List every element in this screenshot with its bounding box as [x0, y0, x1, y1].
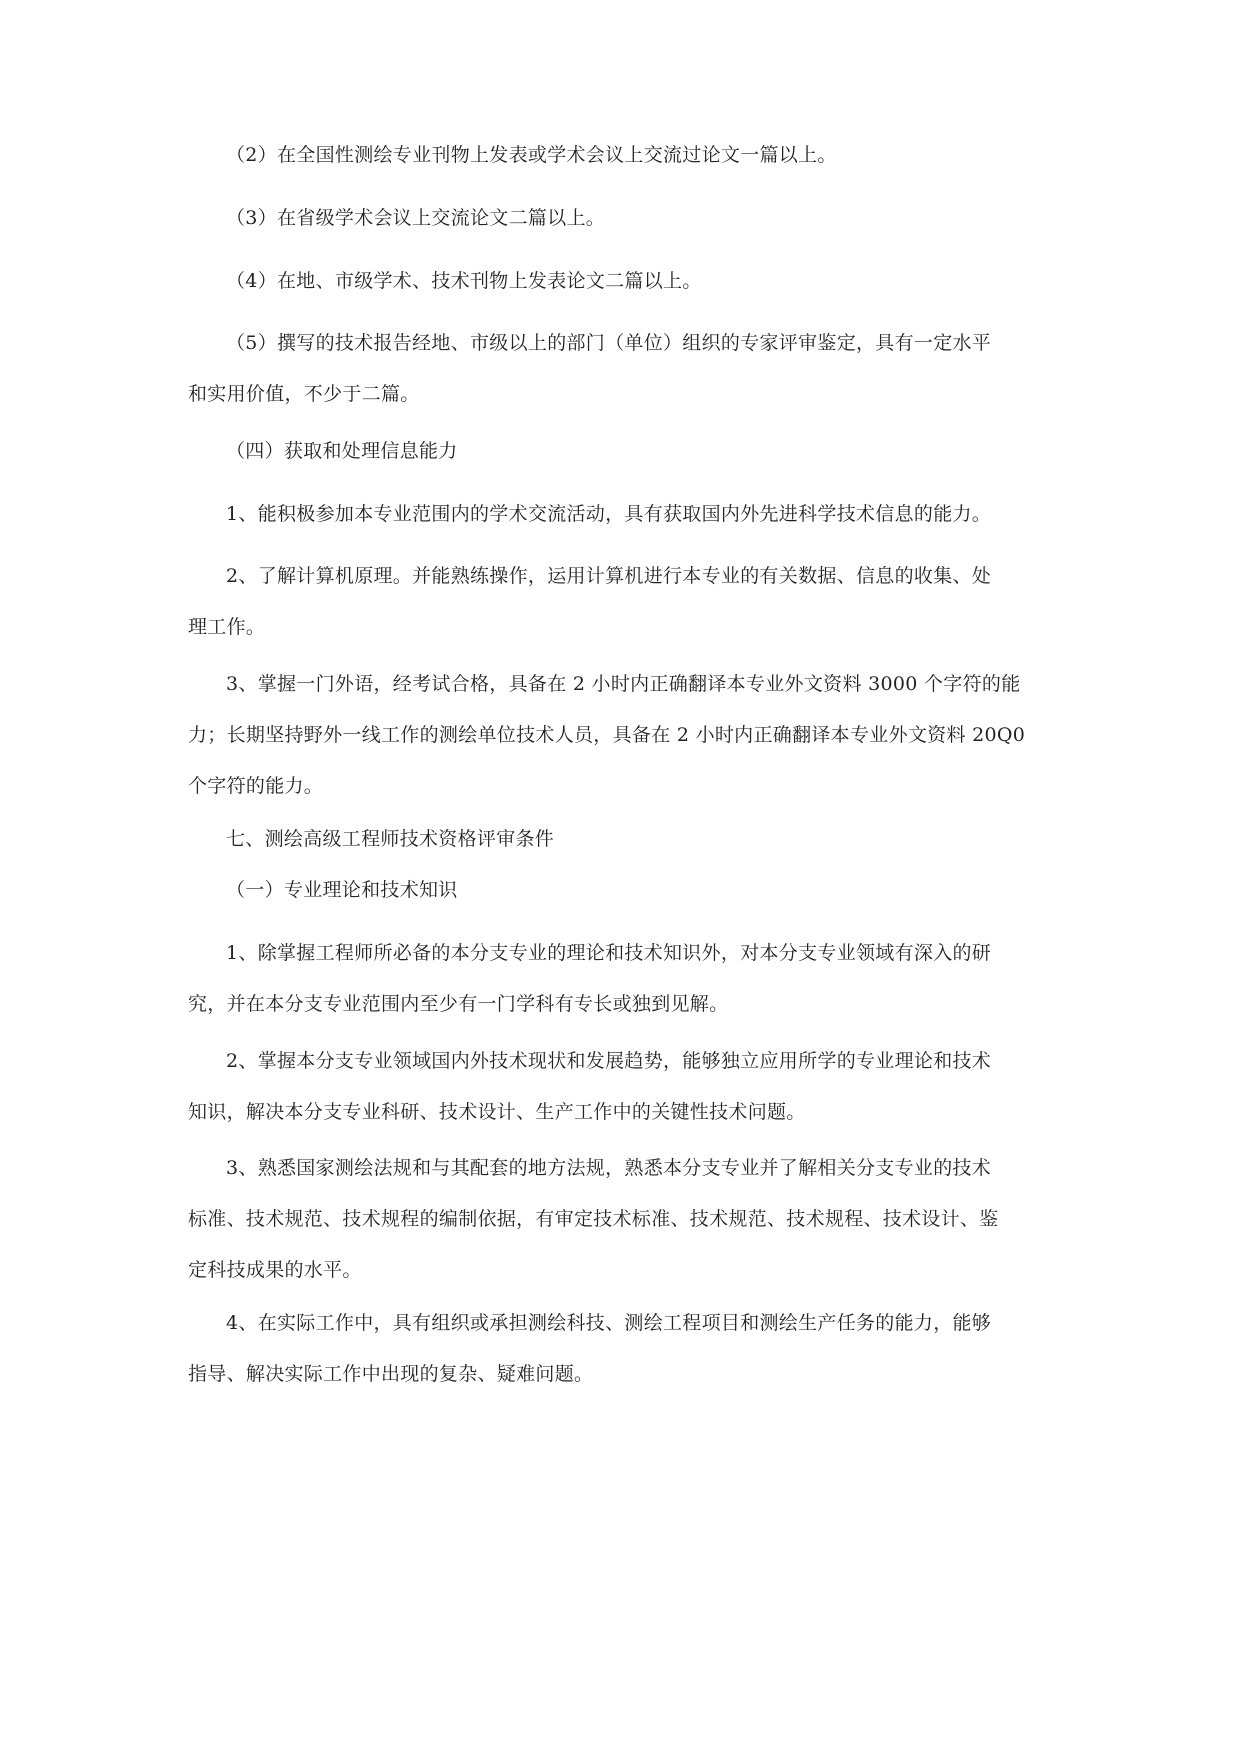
text-line: 力；长期坚持野外一线工作的测绘单位技术人员，具备在 2 小时内正确翻译本专业外文资料 20Q0 — [188, 724, 1026, 746]
section-heading-theory-knowledge — [188, 865, 1058, 916]
paragraph-item-1-academic-exchange — [188, 489, 1058, 540]
paragraph-item-2-trends — [188, 1036, 1058, 1138]
text-line: （4）在地、市级学术、技术刊物上发表论文二篇以上。 — [226, 270, 702, 292]
text-line: （一）专业理论和技术知识 — [226, 879, 458, 901]
paragraph-item-3 — [188, 193, 1058, 244]
text-line: （四）获取和处理信息能力 — [226, 440, 458, 462]
text-line: 理工作。 — [188, 616, 266, 638]
text-line: 3、熟悉国家测绘法规和与其配套的地方法规，熟悉本分支专业并了解相关分支专业的技术 — [226, 1157, 992, 1179]
text-line: （3）在省级学术会议上交流论文二篇以上。 — [226, 207, 606, 229]
paragraph-item-1-theory — [188, 928, 1058, 1030]
paragraph-item-4 — [188, 256, 1058, 307]
text-line: 2、了解计算机原理。并能熟练操作，运用计算机进行本专业的有关数据、信息的收集、处 — [226, 565, 992, 587]
text-line: 2、掌握本分支专业领域国内外技术现状和发展趋势，能够独立应用所学的专业理论和技术 — [226, 1050, 992, 1072]
paragraph-item-3-foreign-language — [188, 659, 1058, 812]
text-line: 4、在实际工作中，具有组织或承担测绘科技、测绘工程项目和测绘生产任务的能力，能够 — [226, 1312, 992, 1334]
text-line: （5）撰写的技术报告经地、市级以上的部门（单位）组织的专家评审鉴定，具有一定水平 — [226, 332, 992, 354]
text-line: 定科技成果的水平。 — [188, 1259, 362, 1281]
text-line: 个字符的能力。 — [188, 775, 324, 797]
text-line: 标准、技术规范、技术规程的编制依据，有审定技术标准、技术规范、技术规程、技术设计、鉴 — [188, 1208, 999, 1230]
text-line: 七、测绘高级工程师技术资格评审条件 — [226, 828, 555, 850]
text-line: 1、能积极参加本专业范围内的学术交流活动，具有获取国内外先进科学技术信息的能力。 — [226, 503, 992, 525]
section-heading-info-ability — [188, 426, 1058, 477]
text-line: 3、掌握一门外语，经考试合格，具备在 2 小时内正确翻译本专业外文资料 3000 个字符的能 — [226, 673, 1021, 695]
paragraph-item-5 — [188, 318, 1058, 420]
paragraph-item-2-computer — [188, 551, 1058, 653]
paragraph-item-3-regulations — [188, 1143, 1058, 1296]
text-line: 和实用价值，不少于二篇。 — [188, 383, 420, 405]
text-line: （2）在全国性测绘专业刊物上发表或学术会议上交流过论文一篇以上。 — [226, 144, 837, 166]
paragraph-item-2 — [188, 130, 1058, 181]
text-line: 究，并在本分支专业范围内至少有一门学科有专长或独到见解。 — [188, 993, 729, 1015]
text-line: 指导、解决实际工作中出现的复杂、疑难问题。 — [188, 1363, 594, 1385]
paragraph-item-4-practice — [188, 1298, 1058, 1400]
text-line: 1、除掌握工程师所必备的本分支专业的理论和技术知识外，对本分支专业领域有深入的研 — [226, 942, 992, 964]
text-line: 知识，解决本分支专业科研、技术设计、生产工作中的关键性技术问题。 — [188, 1101, 806, 1123]
section-heading-senior-engineer — [188, 814, 1058, 865]
